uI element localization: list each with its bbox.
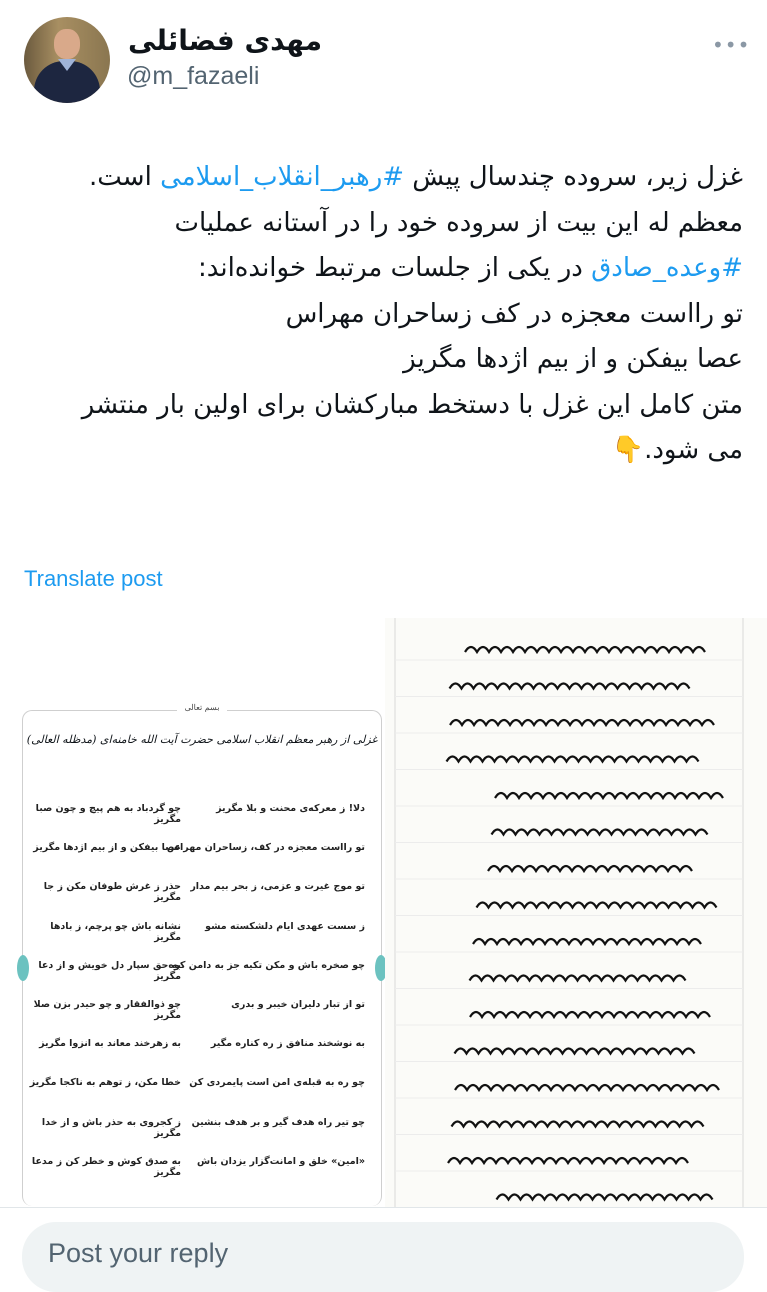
hemistich: ز کجروی به حذر باش و از خدا مگریز xyxy=(41,1116,181,1139)
handwriting-stroke xyxy=(450,684,690,689)
reply-input[interactable] xyxy=(22,1222,744,1292)
poem-row xyxy=(23,1156,381,1195)
tweet-text xyxy=(43,155,743,474)
poem-row xyxy=(23,842,381,881)
tweet-media[interactable] xyxy=(0,618,767,1208)
handwriting-drawing xyxy=(385,618,767,1208)
hemistich: تو از تبار دلیران خیبر و بدری xyxy=(231,998,365,1010)
divider xyxy=(0,1207,767,1208)
hemistich: چو تیر راه هدف گیر و بر هدف بنشین xyxy=(191,1116,365,1128)
handwriting-stroke xyxy=(497,1195,713,1200)
poem-row xyxy=(23,1117,381,1156)
poem-row xyxy=(23,1077,381,1116)
hemistich: چو صخره باش و مکن تکیه جز به دامن کوه xyxy=(168,959,365,971)
handwriting-stroke xyxy=(455,1085,719,1090)
handwriting-stroke xyxy=(477,903,717,908)
handwriting-stroke xyxy=(488,866,692,871)
handwriting-stroke xyxy=(455,1049,695,1054)
more-options-icon[interactable]: ••• xyxy=(712,33,751,57)
translate-post-link[interactable]: Translate post xyxy=(24,566,163,591)
handwriting-stroke xyxy=(450,720,714,725)
handwriting-stroke xyxy=(495,793,723,798)
poem-row xyxy=(23,1038,381,1077)
hemistich: به حق سپار دل خویش و از دعا مگریز xyxy=(38,959,181,982)
tweet-text-part: است. معظم له این بیت از سروده خود را در آستانه عملیات xyxy=(88,162,743,238)
tweet-intro xyxy=(43,155,743,292)
handwriting-stroke xyxy=(465,647,705,652)
hemistich: چو ذوالفقار و چو حیدر بزن صلا مگریز xyxy=(33,998,181,1021)
hemistich: ز سست عهدی ایام دلشکسته مشو xyxy=(205,920,365,932)
hemistich: به نوشخند منافق ز ره کناره مگیر xyxy=(210,1038,365,1050)
tweet-closing xyxy=(43,383,743,474)
verse-line: تو رااست معجزه در کف زساحران مهراس xyxy=(285,298,743,329)
handwriting-stroke xyxy=(492,830,708,835)
handwriting-stroke xyxy=(448,1158,688,1163)
hemistich: چو گردباد به هم پیچ و چون صبا مگریز xyxy=(35,803,181,825)
hemistich: به زهرخند معاند به انزوا مگریز xyxy=(39,1038,181,1050)
author-name[interactable]: مهدی فضائلی xyxy=(128,24,323,57)
poem-row xyxy=(23,921,381,960)
hashtag-link[interactable]: #رهبر_انقلاب_اسلامی xyxy=(160,162,405,192)
hemistich: عصا بیفکن و از بیم اژدها مگریز xyxy=(33,842,181,854)
poem-row xyxy=(23,999,381,1038)
poem-rows xyxy=(23,803,381,1195)
hemistich: نشانه باش چو پرچم، ز بادها مگریز xyxy=(50,920,181,943)
tweet-text-part: غزل زیر، سروده چندسال پیش xyxy=(404,162,743,192)
handwriting-stroke xyxy=(470,1012,710,1017)
hemistich: «امین» خلق و امانت‌گزار یزدان باش xyxy=(196,1155,365,1167)
avatar[interactable] xyxy=(24,17,110,103)
hemistich: تو رااست معجزه در کف، زساحران مهراس xyxy=(166,842,365,854)
handwriting-stroke xyxy=(473,939,701,944)
reply-placeholder: Post your reply xyxy=(48,1238,229,1268)
handwritten-poem-image[interactable] xyxy=(385,618,767,1208)
avatar-head xyxy=(54,29,80,59)
poem-row xyxy=(23,960,381,999)
hashtag-link[interactable]: #وعده_صادق xyxy=(591,253,743,283)
pointing-down-emoji-icon: 👇 xyxy=(611,435,645,465)
author-handle[interactable]: @m_fazaeli xyxy=(127,62,260,90)
tweet-text-part: در یکی از جلسات مرتبط خوانده‌اند: xyxy=(197,253,592,283)
hemistich: تو موج غیرت و عزمی، ز بحر بیم مدار xyxy=(190,881,365,893)
handwriting-stroke xyxy=(447,757,699,762)
poem-row xyxy=(23,881,381,920)
printed-poem-image[interactable] xyxy=(22,703,382,1206)
doc-title: غزلی از رهبر معظم انقلاب اسلامی حضرت آیت الله خامنه‌ای (مدظله العالی) xyxy=(26,733,378,746)
hemistich: به صدق کوش و خطر کن ز مدعا مگریز xyxy=(31,1155,181,1178)
doc-header-text: بسم تعالی xyxy=(177,703,228,712)
handwriting-stroke xyxy=(452,1122,704,1127)
handwriting-stroke xyxy=(470,976,686,981)
hemistich: خطا مکن، ز توهم به ناکجا مگریز xyxy=(29,1077,181,1089)
verse-line: عصا بیفکن و از بیم اژدها مگریز xyxy=(403,344,743,374)
hemistich: چو ره به قبله‌ی امن است پایمردی کن xyxy=(189,1077,365,1089)
doc-header xyxy=(23,703,381,712)
tweet-closing-text: متن کامل این غزل با دستخط مبارکشان برای اولین بار منتشر می شود. xyxy=(81,389,743,465)
poem-row xyxy=(23,803,381,842)
hemistich: حذر ز غرش طوفان مکن ز جا مگریز xyxy=(43,881,181,904)
hemistich: دلا! ز معرکه‌ی محنت و بلا مگریز xyxy=(216,803,365,814)
